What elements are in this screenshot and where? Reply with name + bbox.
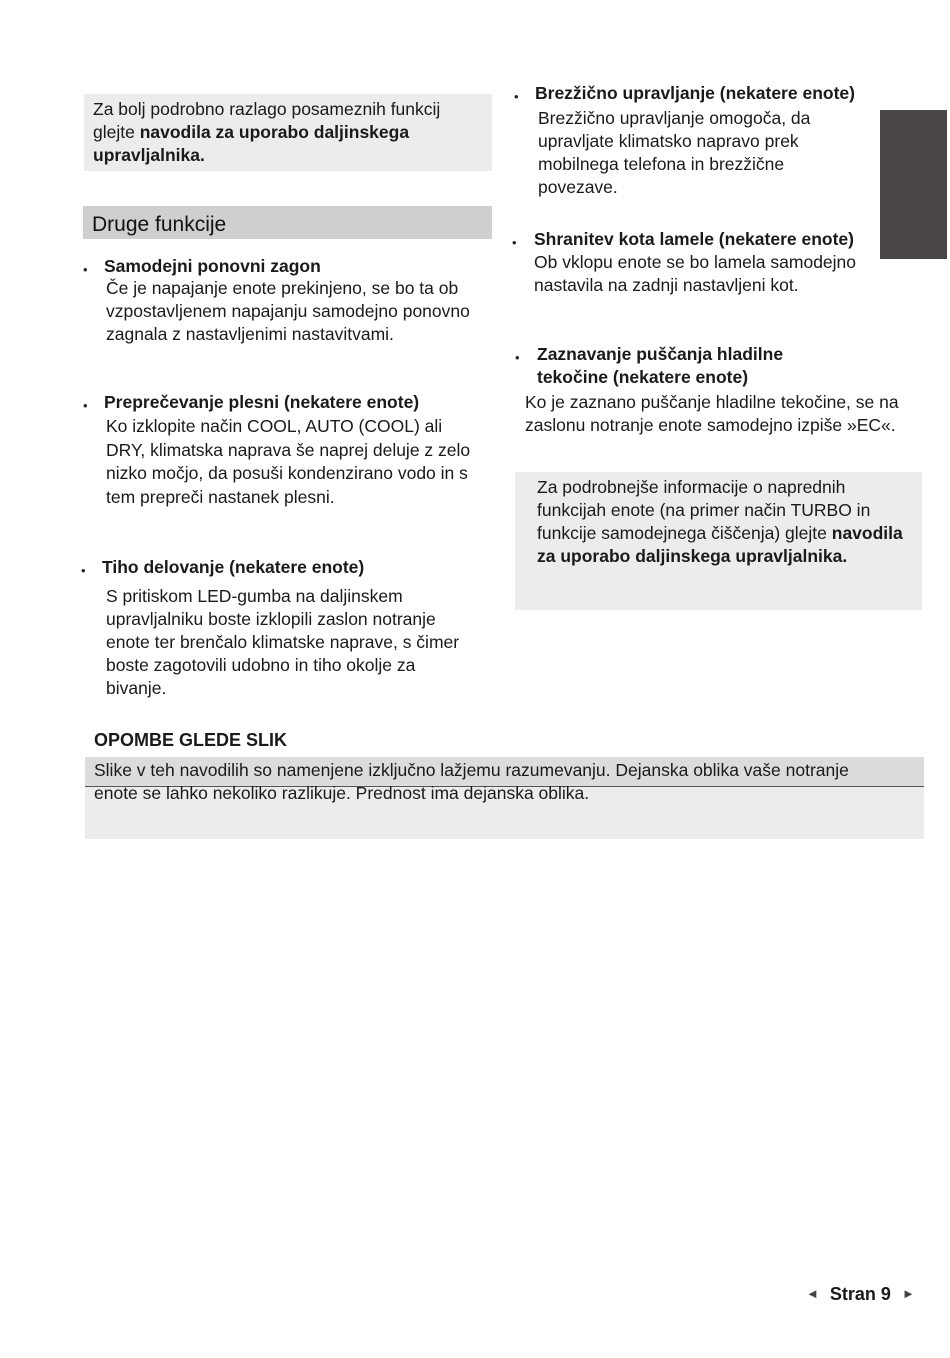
bullet-icon: •: [512, 235, 517, 250]
item-title-quiet-operation: Tiho delovanje (nekatere enote): [102, 557, 365, 577]
next-arrow-icon: ►: [901, 1286, 915, 1301]
bullet-icon: •: [515, 350, 520, 365]
item-body-auto-restart: Če je napajanje enote prekinjeno, se bo ta ob vzpostavljenem napajanju samodejno ponovno zagnala z nastavljenimi nastavitvami.: [106, 278, 470, 344]
section-header-other-functions: [83, 206, 492, 239]
info-box-plain: Za podrobnejše informacije o naprednih funkcijah enote (na primer način TURBO in funkcije samodejnega čiščenja) glejte: [537, 477, 871, 543]
notes-text: Slike v teh navodilih so namenjene izključno lažjemu razumevanju. Dejanska oblika vaše notranje enote se lahko nekoliko razlikuje. Prednost ima dejanska oblika.: [94, 760, 849, 803]
info-box-bold: navodila za uporabo daljinskega upravljalnika.: [537, 523, 903, 566]
item-body-mold-prevention: Ko izklopite način COOL, AUTO (COOL) ali DRY, klimatska naprava še naprej deluje z zelo nizko močjo, da posuši kondenzirano vodo in s tem prepreči nastanek plesni.: [106, 416, 471, 507]
item-title-refrigerant-leak: Zaznavanje puščanja hladilne tekočine (nekatere enote): [537, 344, 784, 387]
info-box-advanced-functions: [515, 472, 922, 610]
bullet-icon: •: [83, 262, 88, 277]
item-body-louver-angle: Ob vklopu enote se bo lamela samodejno nastavila na zadnji nastavljeni kot.: [534, 252, 857, 295]
info-box-text: [537, 476, 917, 568]
item-title-auto-restart: Samodejni ponovni zagon: [104, 256, 321, 276]
page-indicator: [806, 1282, 915, 1306]
note-box-text: [93, 98, 483, 167]
item-louver-angle: [534, 228, 874, 297]
item-title-wireless-control: Brezžično upravljanje (nekatere enote): [535, 83, 855, 103]
page-label: Stran 9: [829, 1284, 891, 1304]
item-title-mold-prevention: Preprečevanje plesni (nekatere enote): [104, 392, 420, 412]
item-body-quiet-operation: S pritiskom LED-gumba na daljinskem upravljalniku boste izklopili zaslon notranje enote ter brenčalo klimatske naprave, s čimer boste zagotovili udobno in tiho okolje za bivanje.: [106, 586, 460, 698]
notes-title: OPOMBE GLEDE SLIK: [94, 730, 288, 750]
section-title: Druge funkcije: [92, 213, 227, 236]
prev-arrow-icon: ◄: [806, 1286, 819, 1301]
note-box-remote-manual: [84, 94, 492, 171]
item-title-louver-angle: Shranitev kota lamele (nekatere enote): [534, 229, 854, 249]
bullet-icon: •: [514, 89, 519, 104]
bullet-icon: •: [83, 398, 88, 413]
notes-box: [85, 757, 924, 839]
item-body-refrigerant-leak: Ko je zaznano puščanje hladilne tekočine, se na zaslonu notranje enote samodejno izpiše »EC«.: [525, 392, 899, 435]
bullet-icon: •: [81, 563, 86, 578]
item-body-wireless-control: Brezžično upravljanje omogoča, da upravljate klimatsko napravo prek mobilnega telefona in brezžične povezave.: [538, 108, 811, 197]
side-tab-marker: [880, 110, 947, 259]
note-box-plain: Za bolj podrobno razlago posameznih funkcij glejte: [93, 99, 441, 142]
note-box-bold: navodila za uporabo daljinskega upravljalnika.: [93, 122, 410, 165]
